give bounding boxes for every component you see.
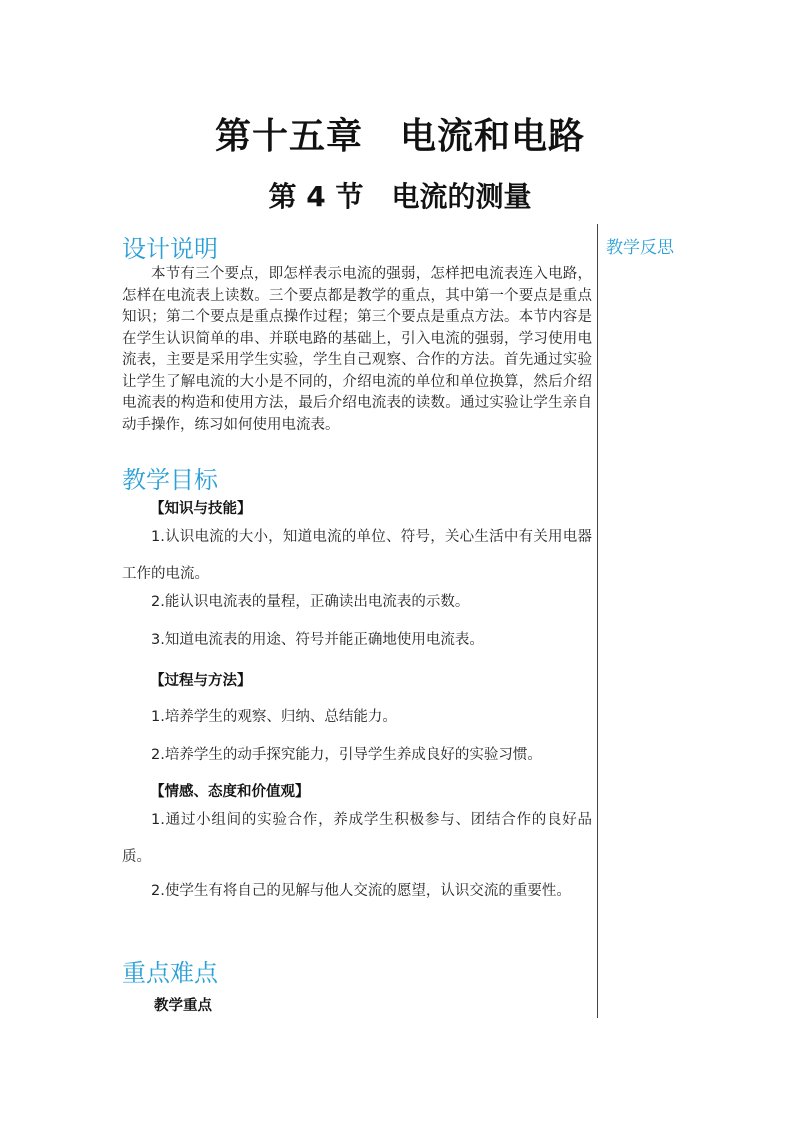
reflection-heading: 教学反思	[606, 238, 674, 258]
chapter-title: 第十五章 电流和电路	[214, 116, 585, 157]
objective-item: 2.培养学生的动手探究能力，引导学生养成良好的实验习惯。	[151, 747, 542, 763]
keypoints-heading: 重点难点	[122, 959, 218, 987]
column-divider	[597, 224, 598, 1018]
objective-item: 1.认识电流的大小，知道电流的单位、符号，关心生活中有关用电器工作的电流。	[122, 529, 592, 582]
process-label: 【过程与方法】	[150, 673, 252, 689]
objective-item: 1.通过小组间的实验合作，养成学生积极参与、团结合作的良好品质。	[122, 812, 592, 865]
emotion-label: 【情感、态度和价值观】	[150, 784, 310, 800]
objective-item: 1.培养学生的观察、归纳、总结能力。	[151, 709, 397, 725]
keypoints-sub: 教学重点	[154, 998, 212, 1014]
objective-item: 2.使学生有将自己的见解与他人交流的愿望，认识交流的重要性。	[151, 883, 571, 899]
knowledge-label: 【知识与技能】	[150, 501, 252, 517]
design-paragraph: 本节有三个要点，即怎样表示电流的强弱，怎样把电流表连入电路，怎样在电流表上读数。三个要点都是教学的重点，其中第一个要点是重点知识；第二个要点是重点操作过程；第三个要点是重点方法。本节内容是在学生认识简单的串、并联电路的基础上，引入电流的强弱，学习使用电流表，主要是采用学生实验，学生自己观察、合作的方法。首先通过实验让学生了解电流的大小是不同的，介绍电流的单位和单位换算，然后介绍电流表的构造和使用方法，最后介绍电流表的读数。通过实验让学生亲自动手操作，练习如何使用电流表。	[122, 266, 592, 433]
design-heading: 设计说明	[122, 235, 218, 263]
objective-item: 2.能认识电流表的量程，正确读出电流表的示数。	[151, 594, 470, 610]
section-title: 第 4 节 电流的测量	[268, 180, 532, 213]
objectives-heading: 教学目标	[122, 466, 218, 494]
objective-item: 3.知道电流表的用途、符号并能正确地使用电流表。	[151, 632, 484, 648]
